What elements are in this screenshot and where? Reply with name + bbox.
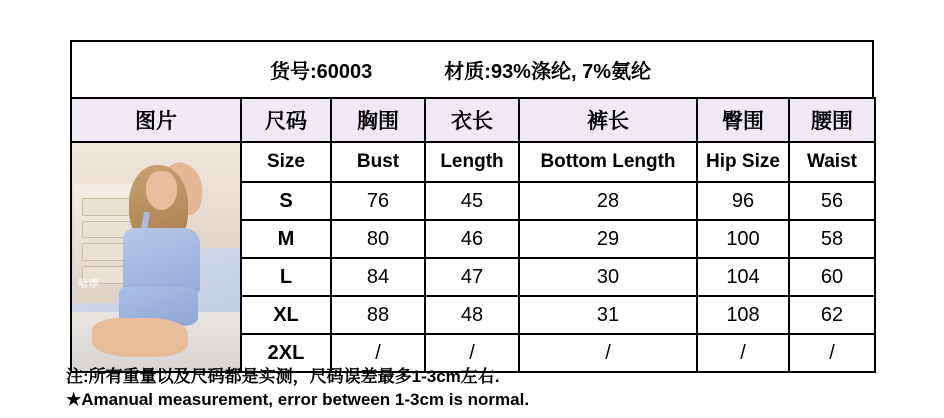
column-header-hip-en: Hip Size <box>697 142 789 182</box>
cell-size: 2XL <box>241 334 331 372</box>
cell-bust: 84 <box>331 258 425 296</box>
cell-length: / <box>425 334 519 372</box>
photo-model <box>119 161 223 357</box>
cell-bust: 76 <box>331 182 425 220</box>
column-header-bottom-length-cn: 裤长 <box>519 98 697 142</box>
cell-bust: / <box>331 334 425 372</box>
table-header-cn-row <box>71 98 875 142</box>
cell-hip: / <box>697 334 789 372</box>
note-line-cn: 注:所有重量以及尺码都是实测，尺码误差最多1-3cm左右. <box>66 367 500 386</box>
column-header-size-en: Size <box>241 142 331 182</box>
column-header-bust-en: Bust <box>331 142 425 182</box>
cell-hip: 100 <box>697 220 789 258</box>
cell-bottom-length: 29 <box>519 220 697 258</box>
cell-bottom-length: 30 <box>519 258 697 296</box>
cell-bottom-length: / <box>519 334 697 372</box>
header-row <box>70 40 874 97</box>
product-photo <box>72 143 240 371</box>
cell-hip: 108 <box>697 296 789 334</box>
measurement-notes <box>66 365 886 411</box>
column-header-length-cn: 衣长 <box>425 98 519 142</box>
cell-length: 48 <box>425 296 519 334</box>
cell-hip: 96 <box>697 182 789 220</box>
column-header-bottom-length-en: Bottom Length <box>519 142 697 182</box>
size-table <box>70 97 876 373</box>
column-header-bust-cn: 胸围 <box>331 98 425 142</box>
column-header-image-cn: 图片 <box>71 98 241 142</box>
cell-hip: 104 <box>697 258 789 296</box>
cell-size: S <box>241 182 331 220</box>
cell-bottom-length: 31 <box>519 296 697 334</box>
cell-length: 45 <box>425 182 519 220</box>
cell-size: M <box>241 220 331 258</box>
cell-bottom-length: 28 <box>519 182 697 220</box>
cell-size: XL <box>241 296 331 334</box>
cell-bust: 80 <box>331 220 425 258</box>
cell-waist: 62 <box>789 296 875 334</box>
cell-waist: 56 <box>789 182 875 220</box>
note-line-en: ★Amanual measurement, error between 1-3cm is normal. <box>66 390 530 409</box>
material-label: 材质:93%涤纶, 7%氨纶 <box>444 61 651 83</box>
cell-length: 46 <box>425 220 519 258</box>
cell-waist: / <box>789 334 875 372</box>
product-code-label: 货号:60003 <box>270 61 373 83</box>
cell-waist: 58 <box>789 220 875 258</box>
cell-size: L <box>241 258 331 296</box>
cell-bust: 88 <box>331 296 425 334</box>
column-header-size-cn: 尺码 <box>241 98 331 142</box>
column-header-waist-en: Waist <box>789 142 875 182</box>
photo-model-leg <box>92 318 188 357</box>
photo-watermark: 哈啰 <box>78 279 100 291</box>
product-image-cell <box>71 142 241 372</box>
column-header-waist-cn: 腰围 <box>789 98 875 142</box>
photo-camisole-top <box>123 228 200 295</box>
column-header-length-en: Length <box>425 142 519 182</box>
cell-length: 47 <box>425 258 519 296</box>
cell-waist: 60 <box>789 258 875 296</box>
column-header-hip-cn: 臀围 <box>697 98 789 142</box>
table-header-en-row <box>71 142 875 182</box>
